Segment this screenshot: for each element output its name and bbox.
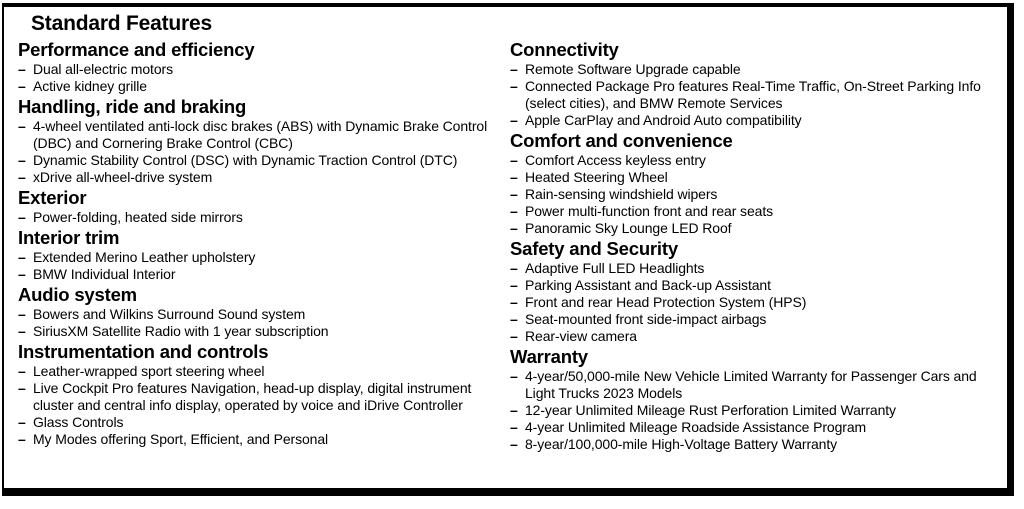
dash-bullet-icon: – [510,169,518,185]
feature-item [18,61,498,78]
section-warranty [510,346,995,453]
feature-text: Extended Merino Leather upholstery [33,249,256,265]
feature-text: Power-folding, heated side mirrors [33,209,243,225]
dash-bullet-icon: – [18,78,26,94]
feature-text: Apple CarPlay and Android Auto compatibility [525,112,802,128]
dash-bullet-icon: – [18,306,26,322]
section-heading: Comfort and convenience [510,130,733,151]
feature-list [510,61,995,129]
feature-item [18,209,498,226]
dash-bullet-icon: – [18,118,26,134]
feature-item [510,186,995,203]
feature-text: My Modes offering Sport, Efficient, and Personal [33,431,329,447]
feature-text: Seat-mounted front side-impact airbags [525,311,767,327]
dash-bullet-icon: – [18,61,26,77]
dash-bullet-icon: – [510,112,518,128]
feature-item [18,249,498,266]
dash-bullet-icon: – [18,323,26,339]
feature-item [18,380,498,414]
dash-bullet-icon: – [510,260,518,276]
feature-list [18,363,498,448]
section-interior-trim [18,227,498,283]
dash-bullet-icon: – [18,169,26,185]
feature-item [510,152,995,169]
feature-text: Front and rear Head Protection System (HPS) [525,294,807,310]
feature-text: Dual all-electric motors [33,61,173,77]
feature-item [18,169,498,186]
feature-text: Comfort Access keyless entry [525,152,706,168]
dash-bullet-icon: – [510,186,518,202]
section-heading: Audio system [18,284,137,305]
dash-bullet-icon: – [18,249,26,265]
dash-bullet-icon: – [510,402,518,418]
dash-bullet-icon: – [18,414,26,430]
section-audio-system [18,284,498,340]
feature-item [510,402,995,419]
feature-item [510,328,995,345]
dash-bullet-icon: – [510,203,518,219]
feature-item [510,311,995,328]
feature-text: Remote Software Upgrade capable [525,61,741,77]
feature-item [510,368,995,402]
dash-bullet-icon: – [510,311,518,327]
section-connectivity [510,39,995,129]
page-title: Standard Features [31,12,212,35]
feature-list [18,306,498,340]
feature-text: Rain-sensing windshield wipers [525,186,718,202]
section-heading: Warranty [510,346,588,367]
section-handling-ride-and-braking [18,96,498,186]
feature-text: xDrive all-wheel-drive system [33,169,213,185]
feature-text: SiriusXM Satellite Radio with 1 year subscription [33,323,329,339]
feature-item [18,414,498,431]
section-heading: Safety and Security [510,238,678,259]
feature-item [510,294,995,311]
feature-item [18,323,498,340]
feature-item [510,203,995,220]
feature-item [18,118,498,152]
dash-bullet-icon: – [510,61,518,77]
dash-bullet-icon: – [18,363,26,379]
section-safety-and-security [510,238,995,345]
feature-item [510,61,995,78]
feature-item [18,152,498,169]
feature-item [510,112,995,129]
feature-text: Adaptive Full LED Headlights [525,260,705,276]
feature-list [18,209,498,226]
feature-list [510,368,995,453]
feature-item [18,363,498,380]
section-comfort-and-convenience [510,130,995,237]
feature-text: Leather-wrapped sport steering wheel [33,363,265,379]
feature-list [510,152,995,237]
dash-bullet-icon: – [18,431,26,447]
feature-text: 4-year/50,000-mile New Vehicle Limited Warranty for Passenger Cars and Light Trucks 2023 Models [525,368,977,401]
section-exterior [18,187,498,226]
dash-bullet-icon: – [18,266,26,282]
dash-bullet-icon: – [18,209,26,225]
section-heading: Exterior [18,187,87,208]
feature-item [18,266,498,283]
feature-list [510,260,995,345]
feature-item [510,260,995,277]
section-performance-and-efficiency [18,39,498,95]
section-heading: Interior trim [18,227,120,248]
feature-text: Panoramic Sky Lounge LED Roof [525,220,732,236]
feature-item [510,277,995,294]
feature-item [18,431,498,448]
feature-text: Glass Controls [33,414,124,430]
dash-bullet-icon: – [510,294,518,310]
dash-bullet-icon: – [510,368,518,384]
section-heading: Performance and efficiency [18,39,255,60]
right-column [510,39,995,454]
feature-item [510,169,995,186]
section-heading: Connectivity [510,39,619,60]
dash-bullet-icon: – [510,220,518,236]
dash-bullet-icon: – [510,78,518,94]
feature-text: Active kidney grille [33,78,147,94]
feature-text: Parking Assistant and Back-up Assistant [525,277,771,293]
feature-item [510,436,995,453]
dash-bullet-icon: – [18,380,26,396]
feature-text: Rear-view camera [525,328,637,344]
feature-text: 4-wheel ventilated anti-lock disc brakes (ABS) with Dynamic Brake Control (DBC) and Cornering Brake Control (CBC) [33,118,488,151]
dash-bullet-icon: – [18,152,26,168]
feature-text: 4-year Unlimited Mileage Roadside Assistance Program [525,419,867,435]
feature-text: BMW Individual Interior [33,266,176,282]
section-instrumentation-and-controls [18,341,498,448]
dash-bullet-icon: – [510,419,518,435]
feature-text: Power multi-function front and rear seats [525,203,774,219]
feature-text: Connected Package Pro features Real-Time Traffic, On-Street Parking Info (select cities), and BMW Remote Services [525,78,981,111]
feature-list [18,118,498,186]
feature-text: Bowers and Wilkins Surround Sound system [33,306,306,322]
dash-bullet-icon: – [510,328,518,344]
feature-text: Dynamic Stability Control (DSC) with Dynamic Traction Control (DTC) [33,152,458,168]
feature-item [18,78,498,95]
section-heading: Instrumentation and controls [18,341,269,362]
feature-list [18,61,498,95]
feature-text: 12-year Unlimited Mileage Rust Perforation Limited Warranty [525,402,896,418]
feature-item [510,220,995,237]
section-heading: Handling, ride and braking [18,96,247,117]
feature-text: Heated Steering Wheel [525,169,668,185]
left-column [18,39,498,449]
feature-list [18,249,498,283]
feature-item [18,306,498,323]
feature-item [510,78,995,112]
feature-item [510,419,995,436]
dash-bullet-icon: – [510,152,518,168]
feature-text: 8-year/100,000-mile High-Voltage Battery Warranty [525,436,838,452]
feature-text: Live Cockpit Pro features Navigation, head-up display, digital instrument cluster and central info display, operated by voice and iDrive Controller [33,380,472,413]
dash-bullet-icon: – [510,277,518,293]
dash-bullet-icon: – [510,436,518,452]
